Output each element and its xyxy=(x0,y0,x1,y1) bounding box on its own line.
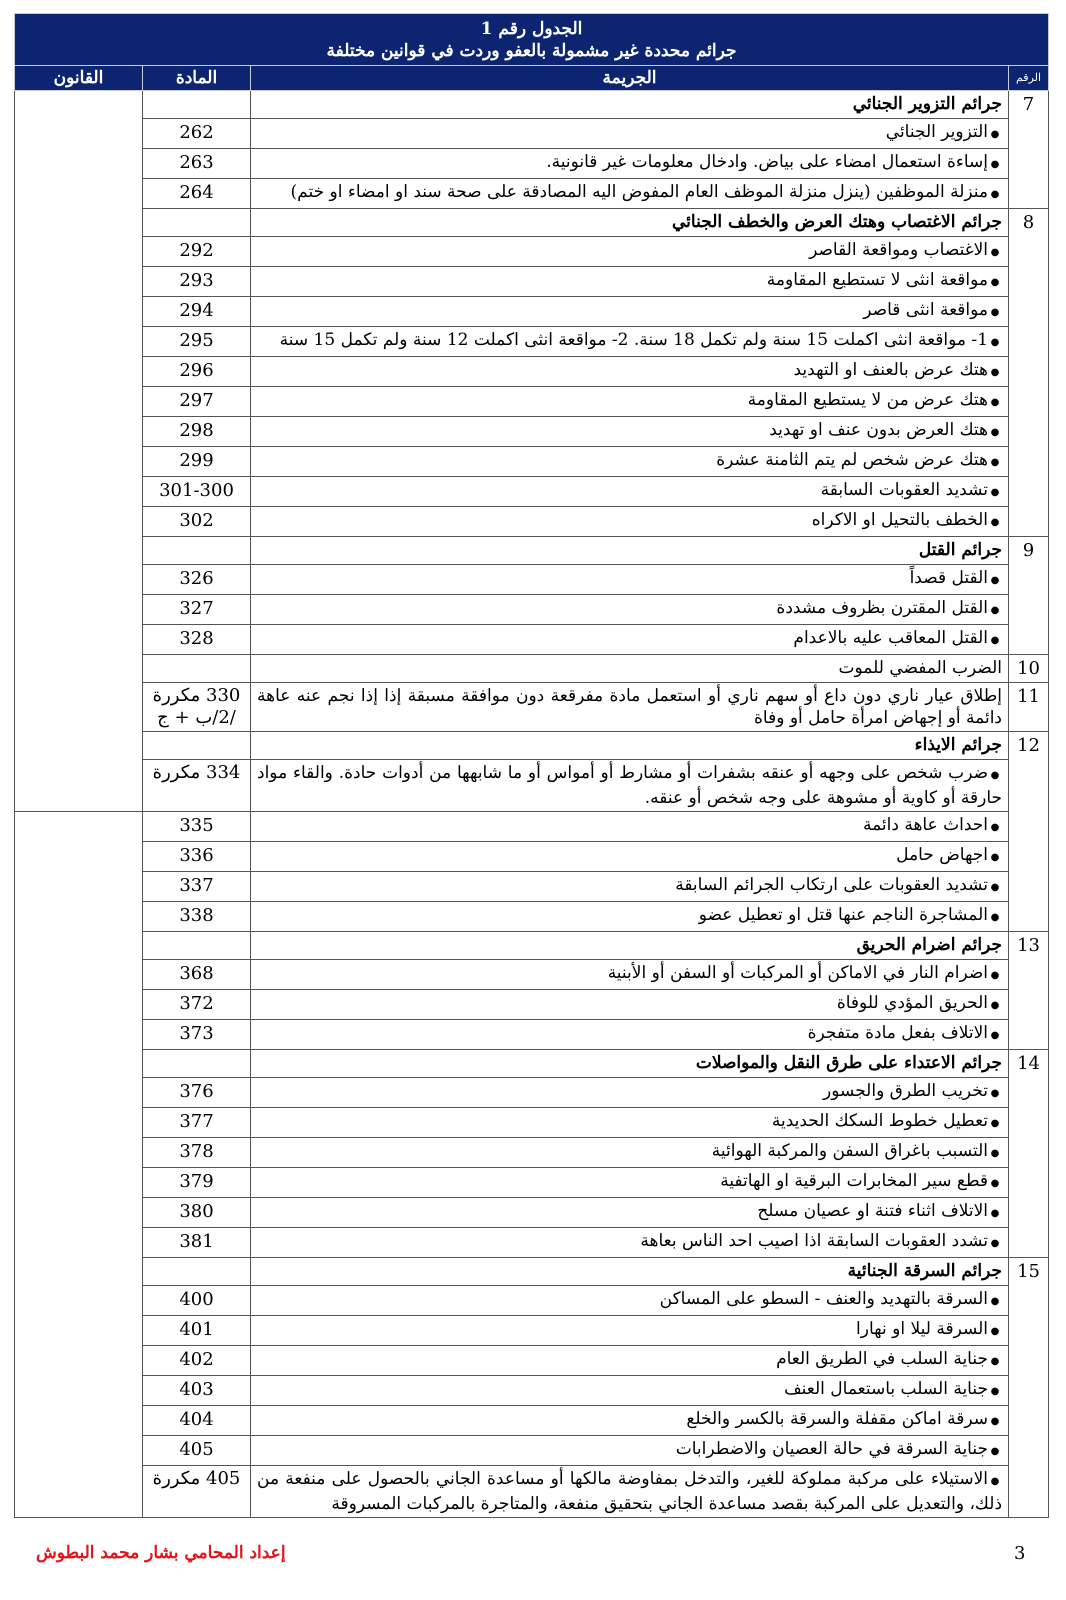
crime-text: التزوير الجنائي xyxy=(885,122,989,142)
article-number: 327 xyxy=(143,595,251,625)
crime-text: تشديد العقوبات السابقة xyxy=(820,480,989,500)
row-number: 9 xyxy=(1009,537,1049,655)
article-number: 302 xyxy=(143,507,251,537)
bullet-icon: ● xyxy=(990,770,1000,781)
crime-description xyxy=(251,1466,1009,1518)
crime-text: تعطيل خطوط السكك الحديدية xyxy=(771,1111,989,1131)
table-row-heading xyxy=(15,1050,1049,1078)
bullet-icon: ● xyxy=(990,1030,1000,1041)
crime-text: الحريق المؤدي للوفاة xyxy=(836,993,989,1013)
crime-description xyxy=(251,1020,1009,1050)
bullet-icon: ● xyxy=(990,189,1000,200)
bullet-icon: ● xyxy=(990,605,1000,616)
table-row xyxy=(15,357,1049,387)
article-number: 401 xyxy=(143,1316,251,1346)
crime-text: هتك عرض من لا يستطيع المقاومة xyxy=(747,390,989,410)
crime-description xyxy=(251,357,1009,387)
article-number: 376 xyxy=(143,1078,251,1108)
crime-text: الضرب المفضي للموت xyxy=(838,658,1003,678)
crime-description xyxy=(251,1316,1009,1346)
crime-text: السرقة بالتهديد والعنف - السطو على المساكن xyxy=(659,1289,989,1309)
crime-text: تشديد العقوبات على ارتكاب الجرائم السابقة xyxy=(675,875,989,895)
table-row xyxy=(15,1346,1049,1376)
bullet-icon: ● xyxy=(990,970,1000,981)
table-row xyxy=(15,812,1049,842)
bullet-icon: ● xyxy=(990,397,1000,408)
table-title-line2: جرائم محددة غير مشمولة بالعفو وردت في قوانين مختلفة xyxy=(326,41,737,61)
bullet-icon: ● xyxy=(990,1416,1000,1427)
table-row xyxy=(15,872,1049,902)
bullet-icon: ● xyxy=(990,427,1000,438)
row-number: 11 xyxy=(1009,683,1049,732)
article-number: 330 مكررة /2/ب + ج xyxy=(143,683,251,732)
table-row xyxy=(15,447,1049,477)
crime-description xyxy=(251,149,1009,179)
table-body xyxy=(15,91,1049,1518)
article-number: 298 xyxy=(143,417,251,447)
crime-text: الخطف بالتحيل او الاكراه xyxy=(811,510,989,530)
crime-text: إطلاق عيار ناري دون داع أو سهم ناري أو استعمل مادة مفرقعة دون موافقة مسبقة إذا إذا نجم عنه عاهة دائمة أو إجهاض امرأة حامل أو وفاة xyxy=(257,686,1003,728)
article-number xyxy=(143,209,251,237)
document-page xyxy=(14,13,1048,1518)
crime-description xyxy=(251,625,1009,655)
bullet-icon: ● xyxy=(990,367,1000,378)
crime-text: مواقعة انثى قاصر xyxy=(863,300,989,320)
table-title-line1: الجدول رقم 1 xyxy=(480,19,583,39)
crime-description xyxy=(251,417,1009,447)
article-number: 337 xyxy=(143,872,251,902)
crime-text: ضرب شخص على وجهه أو عنقه بشفرات أو مشارط أو أمواس أو ما شابهها من أدوات حادة. والقاء مواد حارقة أو كاوية أو مشوهة على وجه شخص أو عنقه. xyxy=(257,763,1003,808)
crime-category xyxy=(251,1050,1009,1078)
crime-description xyxy=(251,872,1009,902)
table-title xyxy=(15,14,1049,66)
crime-description xyxy=(251,327,1009,357)
crime-text: اضرام النار في الاماكن أو المركبات أو السفن أو الأبنية xyxy=(607,963,989,983)
crime-description xyxy=(251,1168,1009,1198)
bullet-icon: ● xyxy=(990,337,1000,348)
crime-text: احداث عاهة دائمة xyxy=(862,815,989,835)
bullet-icon: ● xyxy=(990,1208,1000,1219)
article-number: 326 xyxy=(143,565,251,595)
table-row xyxy=(15,595,1049,625)
article-number: 372 xyxy=(143,990,251,1020)
crime-description xyxy=(251,1406,1009,1436)
crime-category xyxy=(251,537,1009,565)
bullet-icon: ● xyxy=(990,1148,1000,1159)
article-number: 400 xyxy=(143,1286,251,1316)
row-number: 13 xyxy=(1009,932,1049,1050)
bullet-icon: ● xyxy=(990,307,1000,318)
crime-description xyxy=(251,812,1009,842)
crime-text: جرائم التزوير الجنائي xyxy=(852,94,1003,114)
column-header-article: المادة xyxy=(143,66,251,91)
crime-text: 1- مواقعة انثى اكملت 15 سنة ولم تكمل 18 سنة. 2- مواقعة انثى اكملت 12 سنة ولم تكمل 15 سنة xyxy=(279,330,989,350)
crime-text: قطع سير المخابرات البرقية او الهاتفية xyxy=(720,1171,989,1191)
bullet-icon: ● xyxy=(990,1446,1000,1457)
crime-text: جناية السرقة في حالة العصيان والاضطرابات xyxy=(675,1439,989,1459)
bullet-icon: ● xyxy=(990,129,1000,140)
article-number xyxy=(143,1050,251,1078)
row-number: 14 xyxy=(1009,1050,1049,1258)
table-row xyxy=(15,1466,1049,1518)
table-row xyxy=(15,1078,1049,1108)
table-row-heading xyxy=(15,732,1049,760)
crime-text: جرائم الايذاء xyxy=(914,735,1003,755)
crime-description xyxy=(251,1436,1009,1466)
crime-description xyxy=(251,1346,1009,1376)
table-row xyxy=(15,327,1049,357)
table-row xyxy=(15,1228,1049,1258)
table-row xyxy=(15,417,1049,447)
crime-text: جرائم السرقة الجنائية xyxy=(847,1261,1003,1281)
crime-category xyxy=(251,209,1009,237)
crime-text: هتك العرض بدون عنف او تهديد xyxy=(769,420,989,440)
article-number xyxy=(143,932,251,960)
article-number xyxy=(143,537,251,565)
article-number: 334 مكررة xyxy=(143,760,251,812)
table-row xyxy=(15,149,1049,179)
law-cell xyxy=(15,812,143,1518)
crime-text: هتك عرض بالعنف او التهديد xyxy=(793,360,989,380)
article-number: 292 xyxy=(143,237,251,267)
crime-description xyxy=(251,1138,1009,1168)
crime-description xyxy=(251,1376,1009,1406)
table-row xyxy=(15,1020,1049,1050)
crime-text: جرائم القتل xyxy=(918,540,1003,560)
crime-description xyxy=(251,1228,1009,1258)
crime-description xyxy=(251,507,1009,537)
table-row xyxy=(15,683,1049,732)
table-row-heading xyxy=(15,209,1049,237)
bullet-icon: ● xyxy=(990,912,1000,923)
crime-text: جناية السلب باستعمال العنف xyxy=(784,1379,989,1399)
table-row-heading xyxy=(15,1258,1049,1286)
bullet-icon: ● xyxy=(990,635,1000,646)
crime-text: القتل المقترن بظروف مشددة xyxy=(776,598,989,618)
table-row xyxy=(15,237,1049,267)
table-row-heading xyxy=(15,932,1049,960)
crime-description xyxy=(251,595,1009,625)
article-number: 296 xyxy=(143,357,251,387)
bullet-icon: ● xyxy=(990,1000,1000,1011)
article-number: 335 xyxy=(143,812,251,842)
crime-text: الاغتصاب ومواقعة القاصر xyxy=(809,240,989,260)
table-row xyxy=(15,990,1049,1020)
article-number: 293 xyxy=(143,267,251,297)
article-number: 380 xyxy=(143,1198,251,1228)
crime-description xyxy=(251,655,1009,683)
article-number: 373 xyxy=(143,1020,251,1050)
crime-text: الاستيلاء على مركبة مملوكة للغير، والتدخل بمفاوضة مالكها أو مساعدة الجاني بالحصول على منفعة من ذلك، والتعديل على المركبة بقصد مساعدة الجاني بتحقيق منفعة، والمتاجرة بالمركبات المسروقة xyxy=(257,1469,1003,1514)
article-number: 297 xyxy=(143,387,251,417)
crime-description xyxy=(251,683,1009,732)
table-row xyxy=(15,1286,1049,1316)
crime-text: سرقة اماكن مقفلة والسرقة بالكسر والخلع xyxy=(686,1409,989,1429)
bullet-icon: ● xyxy=(990,1296,1000,1307)
crime-description xyxy=(251,179,1009,209)
article-number: 403 xyxy=(143,1376,251,1406)
crime-text: جرائم الاغتصاب وهتك العرض والخطف الجنائي xyxy=(672,212,1003,232)
crime-text: اجهاض حامل xyxy=(896,845,989,865)
article-number: 263 xyxy=(143,149,251,179)
crime-description xyxy=(251,1108,1009,1138)
crime-description xyxy=(251,297,1009,327)
article-number: 379 xyxy=(143,1168,251,1198)
bullet-icon: ● xyxy=(990,277,1000,288)
table-row xyxy=(15,1198,1049,1228)
table-row xyxy=(15,760,1049,812)
crime-text: الاتلاف بفعل مادة متفجرة xyxy=(807,1023,989,1043)
article-number: 336 xyxy=(143,842,251,872)
bullet-icon: ● xyxy=(990,1476,1000,1487)
table-row xyxy=(15,565,1049,595)
article-number: 378 xyxy=(143,1138,251,1168)
crime-category xyxy=(251,732,1009,760)
author-credit: إعداد المحامي بشار محمد البطوش xyxy=(36,1543,286,1563)
table-row xyxy=(15,1406,1049,1436)
crime-description xyxy=(251,760,1009,812)
article-number: 405 xyxy=(143,1436,251,1466)
article-number: 301-300 xyxy=(143,477,251,507)
table-row xyxy=(15,267,1049,297)
bullet-icon: ● xyxy=(990,457,1000,468)
table-row xyxy=(15,119,1049,149)
column-header-number: الرقم xyxy=(1009,66,1049,91)
row-number: 15 xyxy=(1009,1258,1049,1518)
crime-description xyxy=(251,565,1009,595)
table-row-heading xyxy=(15,91,1049,119)
table-row xyxy=(15,297,1049,327)
article-number: 402 xyxy=(143,1346,251,1376)
crime-text: جناية السلب في الطريق العام xyxy=(776,1349,989,1369)
bullet-icon: ● xyxy=(990,1118,1000,1129)
bullet-icon: ● xyxy=(990,1386,1000,1397)
table-row xyxy=(15,960,1049,990)
table-row xyxy=(15,625,1049,655)
bullet-icon: ● xyxy=(990,1238,1000,1249)
article-number: 295 xyxy=(143,327,251,357)
page-number: 3 xyxy=(1014,1543,1026,1564)
bullet-icon: ● xyxy=(990,1356,1000,1367)
crime-text: القتل قصداً xyxy=(909,568,989,588)
article-number xyxy=(143,91,251,119)
law-cell xyxy=(15,91,143,812)
crime-description xyxy=(251,990,1009,1020)
table-row-heading xyxy=(15,537,1049,565)
crime-text: المشاجرة الناجم عنها قتل او تعطيل عضو xyxy=(698,905,989,925)
table-header xyxy=(15,14,1049,91)
table-row xyxy=(15,1376,1049,1406)
crime-description xyxy=(251,119,1009,149)
article-number: 328 xyxy=(143,625,251,655)
row-number: 7 xyxy=(1009,91,1049,209)
bullet-icon: ● xyxy=(990,487,1000,498)
table-row xyxy=(15,842,1049,872)
crime-text: السرقة ليلا او نهارا xyxy=(856,1319,989,1339)
crime-text: تشدد العقوبات السابقة اذا اصيب احد الناس بعاهة xyxy=(640,1231,989,1251)
crime-category xyxy=(251,1258,1009,1286)
table-row xyxy=(15,655,1049,683)
crime-description xyxy=(251,1286,1009,1316)
article-number: 264 xyxy=(143,179,251,209)
article-number: 381 xyxy=(143,1228,251,1258)
article-number: 404 xyxy=(143,1406,251,1436)
crime-category xyxy=(251,91,1009,119)
bullet-icon: ● xyxy=(990,517,1000,528)
row-number: 12 xyxy=(1009,732,1049,932)
bullet-icon: ● xyxy=(990,159,1000,170)
table-row xyxy=(15,477,1049,507)
crimes-table xyxy=(14,13,1049,1518)
bullet-icon: ● xyxy=(990,247,1000,258)
article-number: 294 xyxy=(143,297,251,327)
article-number xyxy=(143,655,251,683)
article-number: 377 xyxy=(143,1108,251,1138)
table-row xyxy=(15,1316,1049,1346)
table-row xyxy=(15,387,1049,417)
crime-description xyxy=(251,1198,1009,1228)
crime-description xyxy=(251,267,1009,297)
bullet-icon: ● xyxy=(990,852,1000,863)
article-number xyxy=(143,732,251,760)
table-row xyxy=(15,902,1049,932)
crime-text: مواقعة انثى لا تستطيع المقاومة xyxy=(766,270,989,290)
bullet-icon: ● xyxy=(990,1088,1000,1099)
table-row xyxy=(15,179,1049,209)
article-number: 405 مكررة xyxy=(143,1466,251,1518)
column-header-law: القانون xyxy=(15,66,143,91)
crime-description xyxy=(251,960,1009,990)
crime-text: جرائم الاعتداء على طرق النقل والمواصلات xyxy=(695,1053,1003,1073)
crime-text: إساءة استعمال امضاء على بياض. وادخال معلومات غير قانونية. xyxy=(546,152,989,172)
article-number: 338 xyxy=(143,902,251,932)
bullet-icon: ● xyxy=(990,575,1000,586)
bullet-icon: ● xyxy=(990,1178,1000,1189)
bullet-icon: ● xyxy=(990,1326,1000,1337)
article-number: 262 xyxy=(143,119,251,149)
crime-category xyxy=(251,932,1009,960)
crime-description xyxy=(251,477,1009,507)
crime-text: هتك عرض شخص لم يتم الثامنة عشرة xyxy=(716,450,989,470)
table-row xyxy=(15,1436,1049,1466)
crime-description xyxy=(251,842,1009,872)
crime-text: القتل المعاقب عليه بالاعدام xyxy=(793,628,989,648)
row-number: 10 xyxy=(1009,655,1049,683)
table-row xyxy=(15,507,1049,537)
crime-description xyxy=(251,237,1009,267)
table-row xyxy=(15,1168,1049,1198)
bullet-icon: ● xyxy=(990,882,1000,893)
article-number xyxy=(143,1258,251,1286)
row-number: 8 xyxy=(1009,209,1049,537)
crime-text: تخريب الطرق والجسور xyxy=(823,1081,989,1101)
crime-description xyxy=(251,1078,1009,1108)
crime-text: الاتلاف اثناء فتنة او عصيان مسلح xyxy=(757,1201,989,1221)
crime-text: جرائم اضرام الحريق xyxy=(856,935,1003,955)
table-row xyxy=(15,1108,1049,1138)
crime-description xyxy=(251,902,1009,932)
crime-description xyxy=(251,447,1009,477)
crime-description xyxy=(251,387,1009,417)
crime-text: التسبب باغراق السفن والمركبة الهوائية xyxy=(711,1141,989,1161)
article-number: 299 xyxy=(143,447,251,477)
bullet-icon: ● xyxy=(990,822,1000,833)
crime-text: منزلة الموظفين (ينزل منزلة الموظف العام المفوض اليه المصادقة على صحة سند او امضاء او ختم) xyxy=(290,182,989,202)
page-footer xyxy=(0,1543,1066,1569)
column-header-crime: الجريمة xyxy=(251,66,1009,91)
table-row xyxy=(15,1138,1049,1168)
article-number: 368 xyxy=(143,960,251,990)
